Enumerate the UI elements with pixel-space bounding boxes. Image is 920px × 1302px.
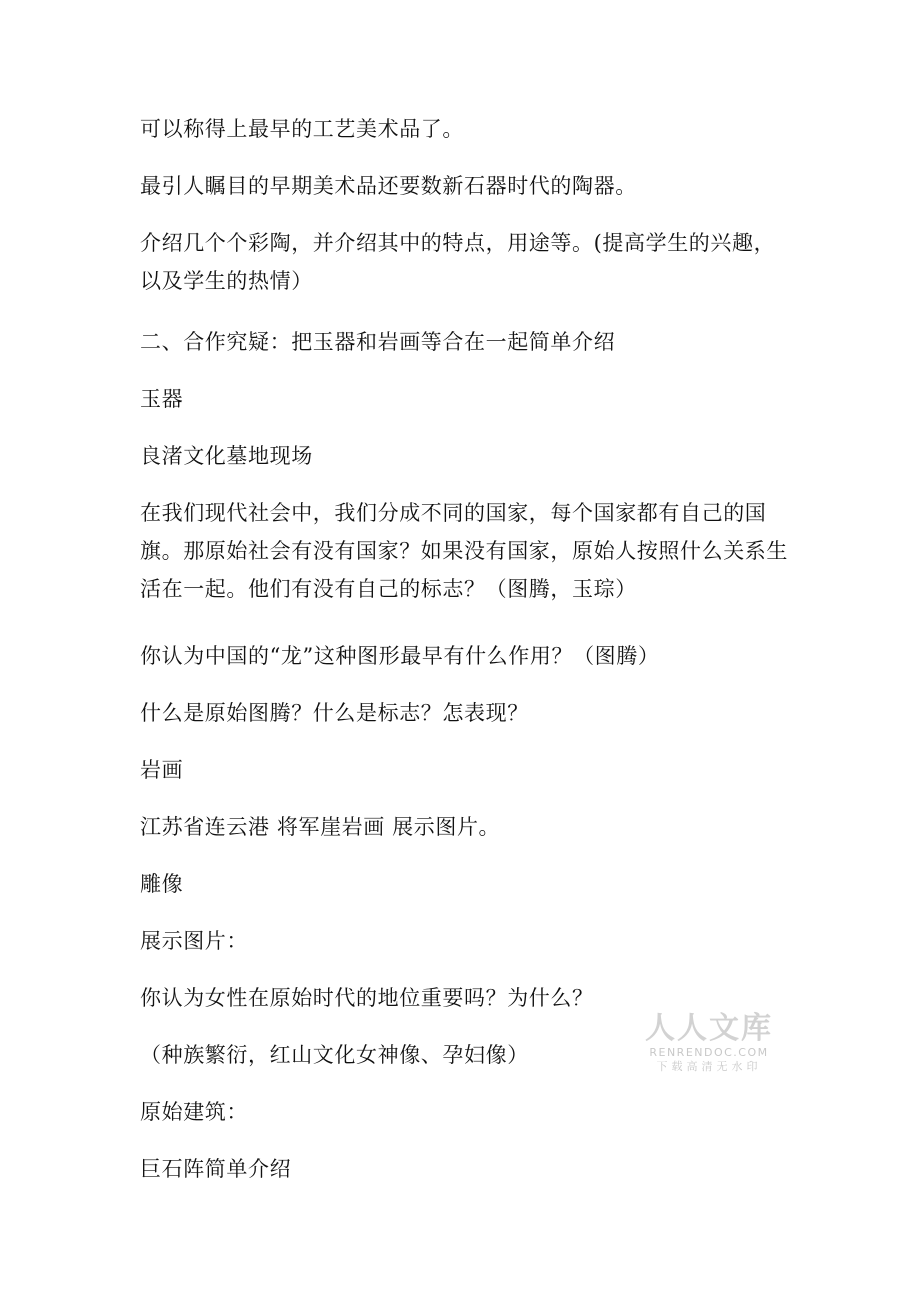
paragraph: 在我们现代社会中，我们分成不同的国家，每个国家都有自己的国旗。那原始社会有没有国家？如果没有国家，原始人按照什么关系生活在一起。他们有没有自己的标志？（图腾，玉琮） [140,501,788,601]
subheading: 玉器 [140,387,184,411]
paragraph: 巨石阵简单介绍 [140,1157,292,1181]
paragraph: 展示图片： [140,929,248,953]
watermark-tagline: 下载高清无水印 [656,1060,762,1073]
watermark-domain: RENRENDOC.COM [649,1046,769,1059]
paragraph: 介绍几个个彩陶，并介绍其中的特点，用途等。(提高学生的兴趣，以及学生的热情） [140,231,776,293]
paragraph: 江苏省连云港 将军崖岩画 展示图片。 [140,815,501,839]
watermark-title: 人人文库 [645,1011,773,1046]
paragraph: 良渚文化墓地现场 [140,444,313,468]
paragraph: （种族繁衍，红山文化女神像、孕妇像） [140,1043,529,1067]
paragraph: 可以称得上最早的工艺美术品了。 [140,117,464,141]
subheading: 原始建筑： [140,1100,248,1124]
subheading: 岩画 [140,758,184,782]
paragraph: 最引人瞩目的早期美术品还要数新石器时代的陶器。 [140,174,637,198]
watermark-logo [640,1012,778,1074]
paragraph: 你认为女性在原始时代的地位重要吗？为什么？ [140,986,594,1010]
paragraph: 你认为中国的“龙”这种图形最早有什么作用？（图腾） [140,644,660,668]
subheading: 雕像 [140,872,184,896]
section-heading: 二、合作究疑：把玉器和岩画等合在一起简单介绍 [140,330,616,354]
paragraph: 什么是原始图腾？什么是标志？怎表现？ [140,701,529,725]
